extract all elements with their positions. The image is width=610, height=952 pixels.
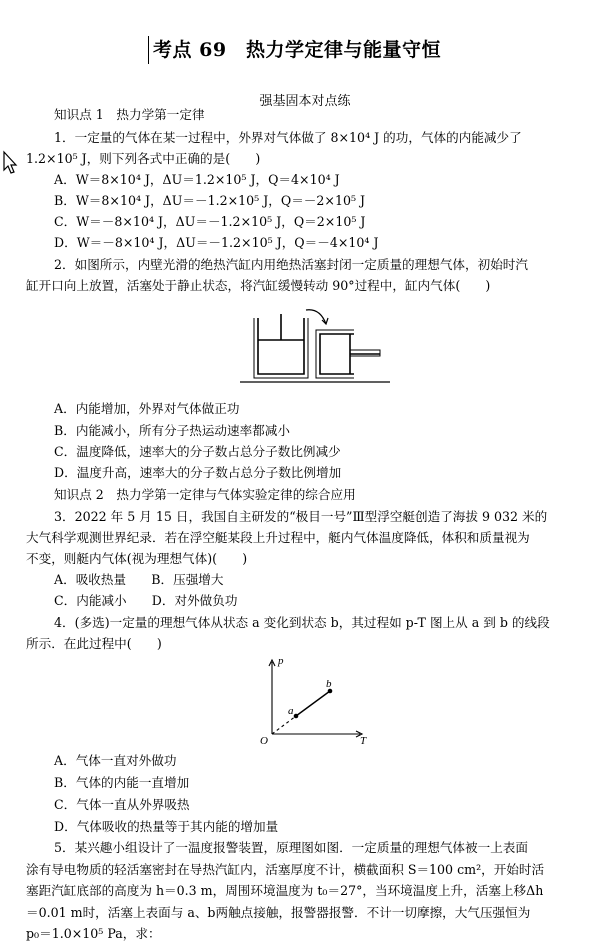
q1-option-c: C．W＝－8×10⁴ J，ΔU＝－1.2×10⁵ J，Q＝2×10⁵ J xyxy=(54,214,366,229)
point-b-label: b xyxy=(326,678,332,690)
point-a-label: a xyxy=(288,705,294,717)
q2-option-b: B．内能减小，所有分子热运动速率都减小 xyxy=(54,423,290,438)
q5-line-2: 涂有导电物质的轻活塞密封在导热汽缸内，活塞厚度不计，横截面积 S＝100 cm²，开始时活 xyxy=(26,862,545,877)
q2-line-2: 缸开口向上放置，活塞处于静止状态，将汽缸缓慢转动 90°过程中，缸内气体( ) xyxy=(26,278,491,293)
knowledge-point-2: 知识点 2 热力学第一定律与气体实验定律的综合应用 xyxy=(54,487,356,502)
p-axis-label: p xyxy=(278,655,284,667)
q3-options-cd: C．内能减小 D．对外做负功 xyxy=(54,593,238,608)
q1-line-1: 1．一定量的气体在某一过程中，外界对气体做了 8×10⁴ J 的功，气体的内能减少了 xyxy=(54,130,522,145)
origin-label: O xyxy=(260,735,268,744)
t-axis-label: T xyxy=(360,735,367,744)
q4-option-a: A．气体一直对外做功 xyxy=(54,753,177,768)
section-subtitle: 强基固本对点练 xyxy=(259,94,351,109)
p-t-diagram xyxy=(256,654,376,744)
q5-line-1: 5．某兴趣小组设计了一温度报警装置，原理图如图．一定质量的理想气体被一上表面 xyxy=(54,840,528,855)
q4-option-c: C．气体一直从外界吸热 xyxy=(54,797,190,812)
q2-option-c: C．温度降低，速率大的分子数占总分子数比例减少 xyxy=(54,444,341,459)
q1-option-a: A．W＝8×10⁴ J，ΔU＝1.2×10⁵ J，Q＝4×10⁴ J xyxy=(54,172,340,187)
q4-option-d: D．气体吸收的热量等于其内能的增加量 xyxy=(54,819,279,834)
q3-line-2: 大气科学观测世界纪录．若在浮空艇某段上升过程中，艇内气体温度降低，体积和质量视为 xyxy=(26,530,530,545)
q2-option-a: A．内能增加，外界对气体做正功 xyxy=(54,401,240,416)
q4-option-b: B．气体的内能一直增加 xyxy=(54,775,190,790)
q3-line-1: 3．2022 年 5 月 15 日，我国自主研发的“极目一号”Ⅲ型浮空艇创造了海拔 9 032 米的 xyxy=(54,509,548,524)
cylinder-rotation-figure xyxy=(240,306,390,386)
q3-options-ab: A．吸收热量 B．压强增大 xyxy=(54,572,224,587)
q1-option-b: B．W＝8×10⁴ J，ΔU＝－1.2×10⁵ J，Q＝－2×10⁵ J xyxy=(54,193,366,208)
q4-line-1: 4．(多选)一定量的理想气体从状态 a 变化到状态 b，其过程如 p-T 图上从 a 到 b 的线段 xyxy=(54,615,550,630)
q5-line-3: 塞距汽缸底部的高度为 h＝0.3 m，周围环境温度为 t₀＝27°，当环境温度上升，活塞上移Δh xyxy=(26,883,544,898)
q2-option-d: D．温度升高，速率大的分子数占总分子数比例增加 xyxy=(54,465,342,480)
q5-line-5: p₀＝1.0×10⁵ Pa，求： xyxy=(26,926,161,941)
q1-option-d: D．W＝－8×10⁴ J，ΔU＝－1.2×10⁵ J，Q＝－4×10⁴ J xyxy=(54,235,379,250)
q4-line-2: 所示．在此过程中( ) xyxy=(26,636,162,651)
title-block xyxy=(148,36,441,64)
knowledge-point-1: 知识点 1 热力学第一定律 xyxy=(54,107,205,122)
mouse-pointer-icon xyxy=(2,150,20,176)
page-title: 考点 69 热力学定律与能量守恒 xyxy=(153,39,442,61)
q3-line-3: 不变，则艇内气体(视为理想气体)( ) xyxy=(26,551,248,566)
q1-line-2: 1.2×10⁵ J，则下列各式中正确的是( ) xyxy=(26,151,261,166)
q5-line-4: ＝0.01 m时，活塞上表面与 a、b两触点接触，报警器报警．不计一切摩擦，大气压强恒为 xyxy=(26,905,531,920)
q2-line-1: 2．如图所示，内壁光滑的绝热汽缸内用绝热活塞封闭一定质量的理想气体，初始时汽 xyxy=(54,257,528,272)
